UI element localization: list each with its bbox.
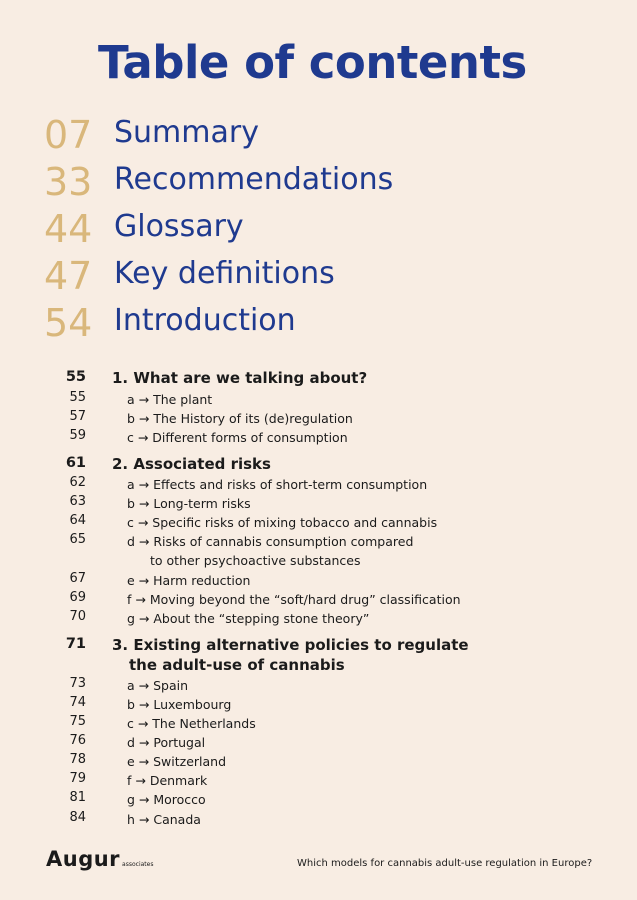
toc-subitem-label: c → The Netherlands (127, 716, 256, 731)
toc-page-number: 74 (69, 695, 86, 710)
toc-page-number: 75 (69, 714, 86, 729)
toc-page-number: 71 (65, 636, 86, 652)
toc-section-title: 2. Associated risks (112, 455, 271, 473)
toc-subitem-label: d → Portugal (127, 735, 206, 750)
toc-page-number: 81 (69, 790, 86, 805)
toc-entry-label: Summary (114, 115, 259, 150)
toc-page-number: 47 (44, 254, 93, 298)
toc-page-number: 70 (69, 609, 86, 624)
toc-page-number: 69 (69, 590, 86, 605)
toc-page-number: 84 (69, 810, 86, 825)
toc-page-number: 62 (69, 475, 86, 490)
toc-subitem-label: e → Harm reduction (127, 573, 251, 588)
toc-page-number: 57 (69, 409, 86, 424)
toc-subitem-label: a → Spain (127, 678, 189, 693)
toc-page-number: 67 (69, 571, 86, 586)
toc-page-number: 63 (69, 494, 86, 509)
toc-entry-label: Recommendations (114, 162, 394, 197)
toc-entry-label: Key definitions (114, 256, 335, 291)
toc-page-number: 07 (44, 113, 93, 157)
toc-page-number: 33 (44, 160, 93, 204)
toc-page-number: 55 (65, 369, 86, 385)
toc-subitem-label: f → Moving beyond the “soft/hard drug” classification (127, 592, 461, 607)
toc-subitem-label-continued: to other psychoactive substances (150, 553, 361, 568)
toc-subitem-label: g → About the “stepping stone theory” (127, 611, 370, 626)
toc-page-number: 54 (44, 301, 93, 345)
toc-subitem-label: a → The plant (127, 392, 213, 407)
toc-page-number: 79 (69, 771, 86, 786)
toc-page-number: 65 (69, 532, 86, 547)
toc-entry-label: Glossary (114, 209, 244, 244)
toc-subitem-label: a → Effects and risks of short-term consumption (127, 477, 428, 492)
toc-page-number: 55 (69, 390, 86, 405)
toc-page-number: 73 (69, 676, 86, 691)
toc-section-title: 3. Existing alternative policies to regulate (112, 636, 469, 654)
footer-document-title: Which models for cannabis adult-use regulation in Europe? (297, 858, 593, 869)
toc-subitem-label: c → Specific risks of mixing tobacco and cannabis (127, 515, 438, 530)
toc-subitem-label: d → Risks of cannabis consumption compared (127, 534, 414, 549)
augur-logo (46, 847, 153, 871)
toc-page-number: 78 (69, 752, 86, 767)
toc-page-number: 76 (69, 733, 86, 748)
page-title: Table of contents (98, 36, 527, 89)
toc-entry-label: Introduction (114, 303, 296, 338)
toc-subitem-label: e → Switzerland (127, 754, 227, 769)
toc-subitem-label: b → The History of its (de)regulation (127, 411, 353, 426)
logo-wordmark: Augur (46, 847, 121, 871)
toc-section-title-continued: the adult-use of cannabis (129, 656, 345, 674)
toc-page-number: 61 (65, 455, 86, 471)
toc-subitem-label: g → Morocco (127, 792, 206, 807)
toc-subitem-label: f → Denmark (127, 773, 208, 788)
toc-page-number: 59 (69, 428, 86, 443)
toc-section-title: 1. What are we talking about? (112, 369, 368, 387)
logo-subtext: associates (122, 861, 154, 868)
toc-subitem-label: h → Canada (127, 812, 201, 827)
toc-subitem-label: b → Long-term risks (127, 496, 251, 511)
toc-page-number: 64 (69, 513, 86, 528)
toc-subitem-label: c → Different forms of consumption (127, 430, 348, 445)
toc-page-number: 44 (44, 207, 93, 251)
toc-subitem-label: b → Luxembourg (127, 697, 232, 712)
